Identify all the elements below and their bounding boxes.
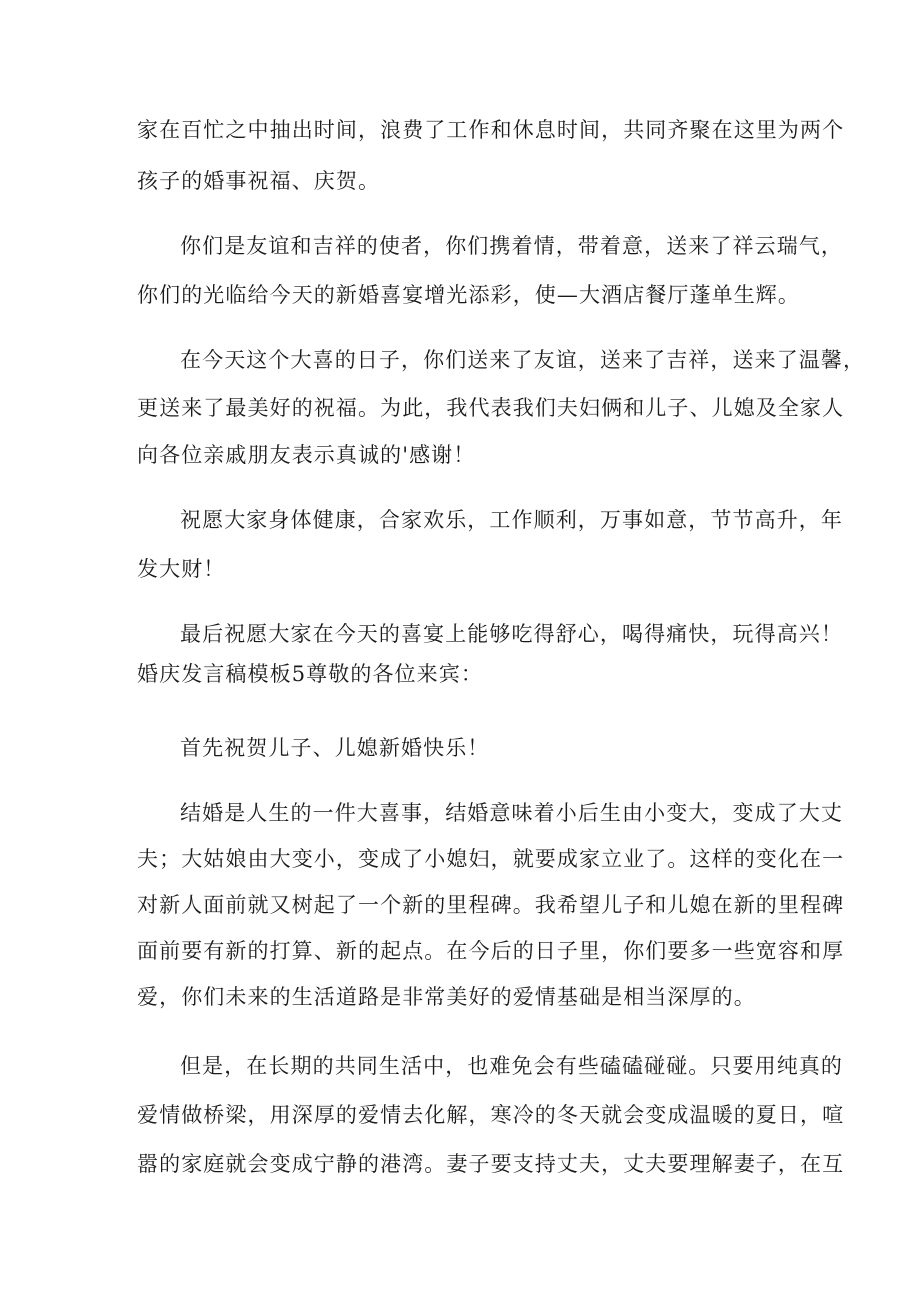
text-line: 爱情做桥梁，用深厚的爱情去化解，寒冷的冬天就会变成温暖的夏日，喧 [137,1103,845,1127]
paragraph-start-line: 在今天这个大喜的日子，你们送来了友谊，送来了吉祥，送来了温馨， [180,348,866,372]
text-line: 家在百忙之中抽出时间，浪费了工作和休息时间，共同齐聚在这里为两个 [137,118,845,142]
text-line: 嚣的家庭就会变成宁静的港湾。妻子要支持丈夫，丈夫要理解妻子，在互 [137,1152,845,1176]
text-line: 对新人面前就又树起了一个新的里程碑。我希望儿子和儿媳在新的里程碑 [137,893,845,917]
text-line: 发大财！ [137,557,226,581]
text-line: 面前要有新的打算、新的起点。在今后的日子里，你们要多一些宽容和厚 [137,939,845,963]
text-line: 向各位亲戚朋友表示真诚的'感谢！ [137,443,476,467]
text-line: 夫；大姑娘由大变小，变成了小媳妇，就要成家立业了。这样的变化在一 [137,847,845,871]
paragraph-start-line: 结婚是人生的一件大喜事，结婚意味着小后生由小变大，变成了大丈 [180,801,843,825]
text-line: 爱，你们未来的生活道路是非常美好的爱情基础是相当深厚的。 [137,985,756,1009]
text-line: 你们的光临给今天的新婚喜宴增光添彩，使—大酒店餐厅蓬单生辉。 [137,283,800,307]
paragraph-start-line: 首先祝贺儿子、儿媳新婚快乐！ [180,736,490,760]
paragraph-start-line: 你们是友谊和吉祥的使者，你们携着情，带着意，送来了祥云瑞气， [180,234,843,258]
section-heading-line: 婚庆发言稿模板5尊敬的各位来宾： [137,662,483,686]
paragraph-start-line: 但是，在长期的共同生活中，也难免会有些磕磕碰碰。只要用纯真的 [180,1054,843,1078]
text-line: 孩子的婚事祝福、庆贺。 [137,169,381,193]
paragraph-start-line: 最后祝愿大家在今天的喜宴上能够吃得舒心，喝得痛快，玩得高兴！ [180,622,843,646]
paragraph-start-line: 祝愿大家身体健康，合家欢乐，工作顺利，万事如意，节节高升，年 [180,508,843,532]
text-line: 更送来了最美好的祝福。为此，我代表我们夫妇俩和儿子、儿媳及全家人 [137,396,845,420]
